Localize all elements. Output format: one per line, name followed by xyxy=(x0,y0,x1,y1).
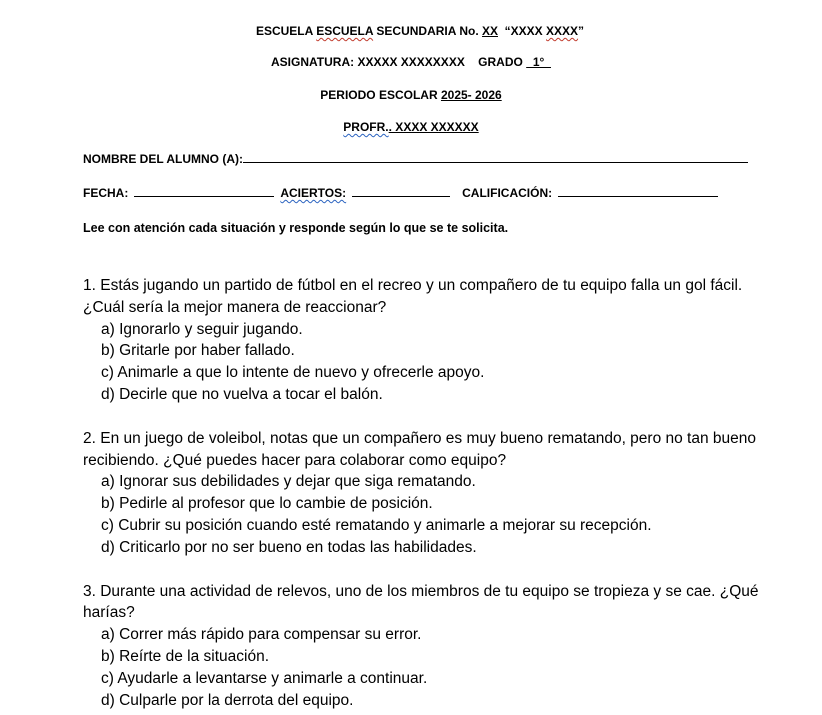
answer-option[interactable]: b) Gritarle por haber fallado. xyxy=(101,342,295,360)
answer-option[interactable]: d) Culparle por la derrota del equipo. xyxy=(101,691,354,709)
school-name-post: ” xyxy=(578,24,585,38)
school-gap xyxy=(498,24,505,38)
hits-label: ACIERTOS: xyxy=(280,186,347,200)
answer-option[interactable]: b) Pedirle al profesor que lo cambie de posición. xyxy=(101,495,433,513)
answer-option[interactable]: a) Ignorarlo y seguir jugando. xyxy=(101,320,303,338)
school-number: XX xyxy=(481,24,498,38)
question-item xyxy=(83,428,763,559)
school-word: ESCUELA xyxy=(316,24,374,38)
subject-text: ASIGNATURA: XXXXX XXXXXXXX xyxy=(271,55,465,69)
teacher-line xyxy=(0,120,822,135)
period-line xyxy=(0,88,822,103)
question-stem: 1. Estás jugando un partido de fútbol en el recreo y un compañero de tu equipo falla un gol fácil. ¿Cuál sería la mejor manera de reaccionar? xyxy=(83,277,743,316)
period-label: PERIODO ESCOLAR xyxy=(320,88,441,102)
answer-option[interactable]: a) Ignorar sus debilidades y dejar que siga rematando. xyxy=(101,473,476,491)
answer-option[interactable]: c) Animarle a que lo intente de nuevo y ofrecerle apoyo. xyxy=(101,364,485,382)
instructions: Lee con atención cada situación y responde según lo que se te solicita. xyxy=(83,221,509,235)
date-row xyxy=(83,185,718,201)
question-item xyxy=(83,275,763,406)
school-name-pre: “XXXX xyxy=(504,24,547,38)
answer-option[interactable]: a) Correr más rápido para compensar su error. xyxy=(101,626,422,644)
student-name-label: NOMBRE DEL ALUMNO (A): xyxy=(83,152,243,166)
question-stem: 2. En un juego de voleibol, notas que un compañero es muy bueno rematando, pero no tan bueno recibiendo. ¿Qué puedes hacer para colaborar como equipo? xyxy=(83,429,757,469)
question-stem: 3. Durante una actividad de relevos, uno de los miembros de tu equipo se tropieza y se cae. ¿Qué harías? xyxy=(83,582,759,622)
period-value: 2025- 2026 xyxy=(440,88,502,102)
question-item xyxy=(83,581,763,712)
answer-option[interactable]: b) Reírte de la situación. xyxy=(101,647,270,665)
final-grade-label: CALIFICACIÓN: xyxy=(462,186,553,200)
answer-option[interactable]: d) Criticarlo por no ser bueno en todas las habilidades. xyxy=(101,538,477,556)
school-name-word: XXXX xyxy=(546,24,579,38)
date-label: FECHA: xyxy=(83,186,129,200)
date-field[interactable] xyxy=(134,185,274,197)
student-name-field[interactable] xyxy=(243,151,748,163)
school-mid: SECUNDARIA No. xyxy=(373,24,482,38)
grade-value: 1° xyxy=(526,55,551,69)
answer-option[interactable]: d) Decirle que no vuelva a tocar el balón. xyxy=(101,385,383,403)
answer-option[interactable]: c) Ayudarle a levantarse y animarle a continuar. xyxy=(101,669,428,687)
question-list xyxy=(83,275,763,715)
final-grade-field[interactable] xyxy=(558,185,718,197)
school-prefix: ESCUELA xyxy=(255,24,317,38)
teacher-label: PROFR. xyxy=(343,120,389,134)
school-header xyxy=(0,24,822,39)
answer-option[interactable]: c) Cubrir su posición cuando esté rematando y animarle a mejorar su recepción. xyxy=(101,516,652,534)
teacher-name: . XXXX XXXXXX xyxy=(388,120,479,134)
grade-label: GRADO xyxy=(478,55,527,69)
hits-field[interactable] xyxy=(352,185,450,197)
subject-line xyxy=(0,55,822,70)
student-name-row xyxy=(83,151,748,167)
